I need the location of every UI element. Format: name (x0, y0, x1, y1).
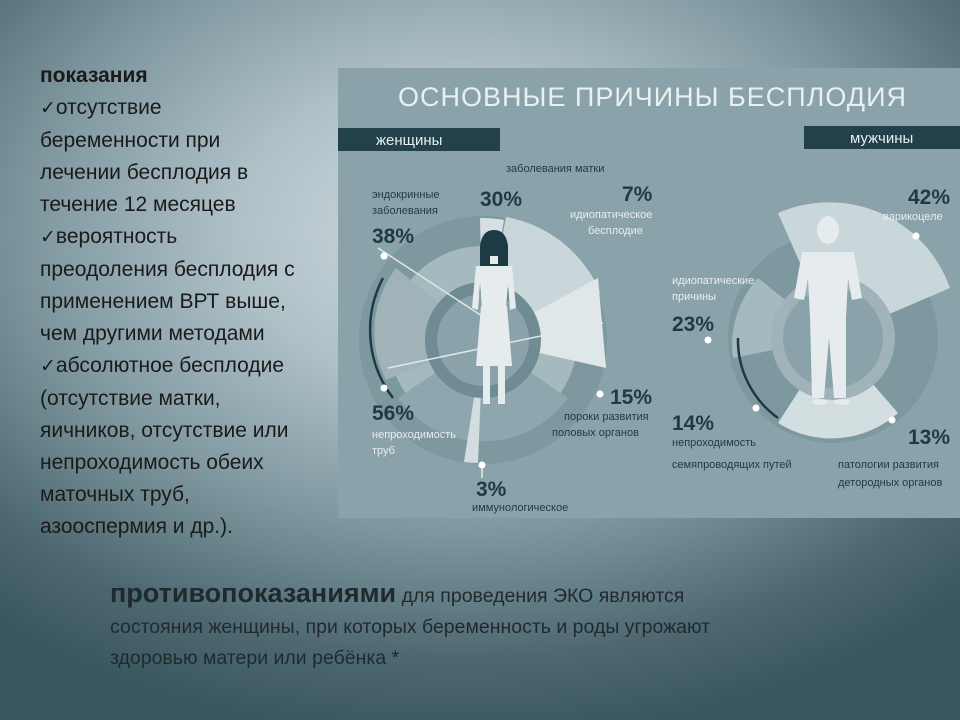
label-immunological: иммунологическое (472, 502, 569, 514)
men-tab-label: мужчины (850, 130, 914, 147)
women-tab-label: женщины (376, 132, 443, 149)
contraindications-line: здоровью матери или ребёнка * (110, 647, 400, 669)
label-obstruction-men: семяпроводящих путей (672, 459, 792, 471)
label-obstruction-men: непроходимость (672, 437, 757, 449)
indications-line: беременности при (40, 129, 221, 152)
contraindications-line: состояния женщины, при которых беременность и роды угрожают (110, 616, 711, 638)
label-varicocele: варикоцеле (883, 211, 943, 223)
pct-endocrine: 38% (372, 225, 415, 248)
checkmark-icon: ✓ (40, 98, 56, 119)
label-idiopathic-men: идиопатические (672, 275, 755, 287)
checkmark-icon: ✓ (40, 356, 56, 377)
indications-line: азооспермия и др.). (40, 515, 233, 538)
label-tubal: труб (372, 445, 395, 457)
indications-line: чем другими методами (40, 322, 265, 345)
label-malformations: половых органов (552, 427, 639, 439)
pct-malformations: 15% (610, 386, 653, 409)
pct-immunological: 3% (476, 478, 507, 501)
label-idiopathic-women: бесплодие (588, 225, 643, 237)
label-idiopathic-women: идиопатическое (570, 209, 653, 221)
indications-line-text: отсутствие (55, 96, 162, 119)
indications-line-text: абсолютное бесплодие (55, 354, 285, 377)
indications-line: лечении бесплодия в (40, 161, 249, 184)
pct-idiopathic-men: 23% (672, 313, 715, 336)
pointer-dot (381, 253, 388, 260)
indications-heading: показания (40, 64, 148, 87)
indications-line: непроходимость обеих (40, 451, 264, 474)
contraindications-line-text: для проведения ЭКО являются (396, 585, 685, 607)
indications-line: яичников, отсутствие или (40, 419, 289, 442)
pointer-dot (913, 233, 920, 240)
pct-tubal: 56% (372, 402, 415, 425)
infographic-canvas (338, 68, 960, 518)
indications-line-text: вероятность (55, 225, 178, 248)
label-malformations: пороки развития (564, 411, 649, 423)
contraindications-line (110, 578, 910, 612)
indications-line: применением ВРТ выше, (40, 290, 286, 313)
label-pathology-men: детородных органов (838, 477, 943, 489)
pointer-dot (753, 405, 760, 412)
pct-uterus-diseases: 30% (480, 188, 523, 211)
contraindications-heading: противопоказаниями (110, 578, 397, 608)
pct-pathology-men: 13% (908, 426, 951, 449)
pct-idiopathic-women: 7% (622, 183, 653, 206)
indications-line (40, 221, 340, 254)
indications-line (40, 350, 340, 383)
pointer-dot (705, 337, 712, 344)
pct-obstruction-men: 14% (672, 412, 715, 435)
contraindications-text (110, 578, 910, 674)
label-uterus-diseases: заболевания матки (506, 163, 605, 175)
indications-text (40, 60, 340, 543)
indications-line: маточных труб, (40, 483, 190, 506)
pct-varicocele: 42% (908, 186, 951, 209)
label-endocrine: эндокринные (372, 189, 440, 201)
label-pathology-men: патологии развития (838, 459, 939, 471)
infographic-title: ОСНОВНЫЕ ПРИЧИНЫ БЕСПЛОДИЯ (398, 82, 907, 112)
checkmark-icon: ✓ (40, 227, 56, 248)
pointer-dot (381, 385, 388, 392)
pointer-dot (597, 391, 604, 398)
pointer-dot (889, 417, 896, 424)
indications-line (40, 92, 340, 125)
indications-line: (отсутствие матки, (40, 387, 221, 410)
label-endocrine: заболевания (372, 205, 438, 217)
infertility-infographic (338, 68, 960, 518)
indications-line: течение 12 месяцев (40, 193, 236, 216)
indications-line: преодоления бесплодия с (40, 258, 295, 281)
label-idiopathic-men: причины (672, 291, 717, 303)
label-tubal: непроходимость (372, 429, 457, 441)
